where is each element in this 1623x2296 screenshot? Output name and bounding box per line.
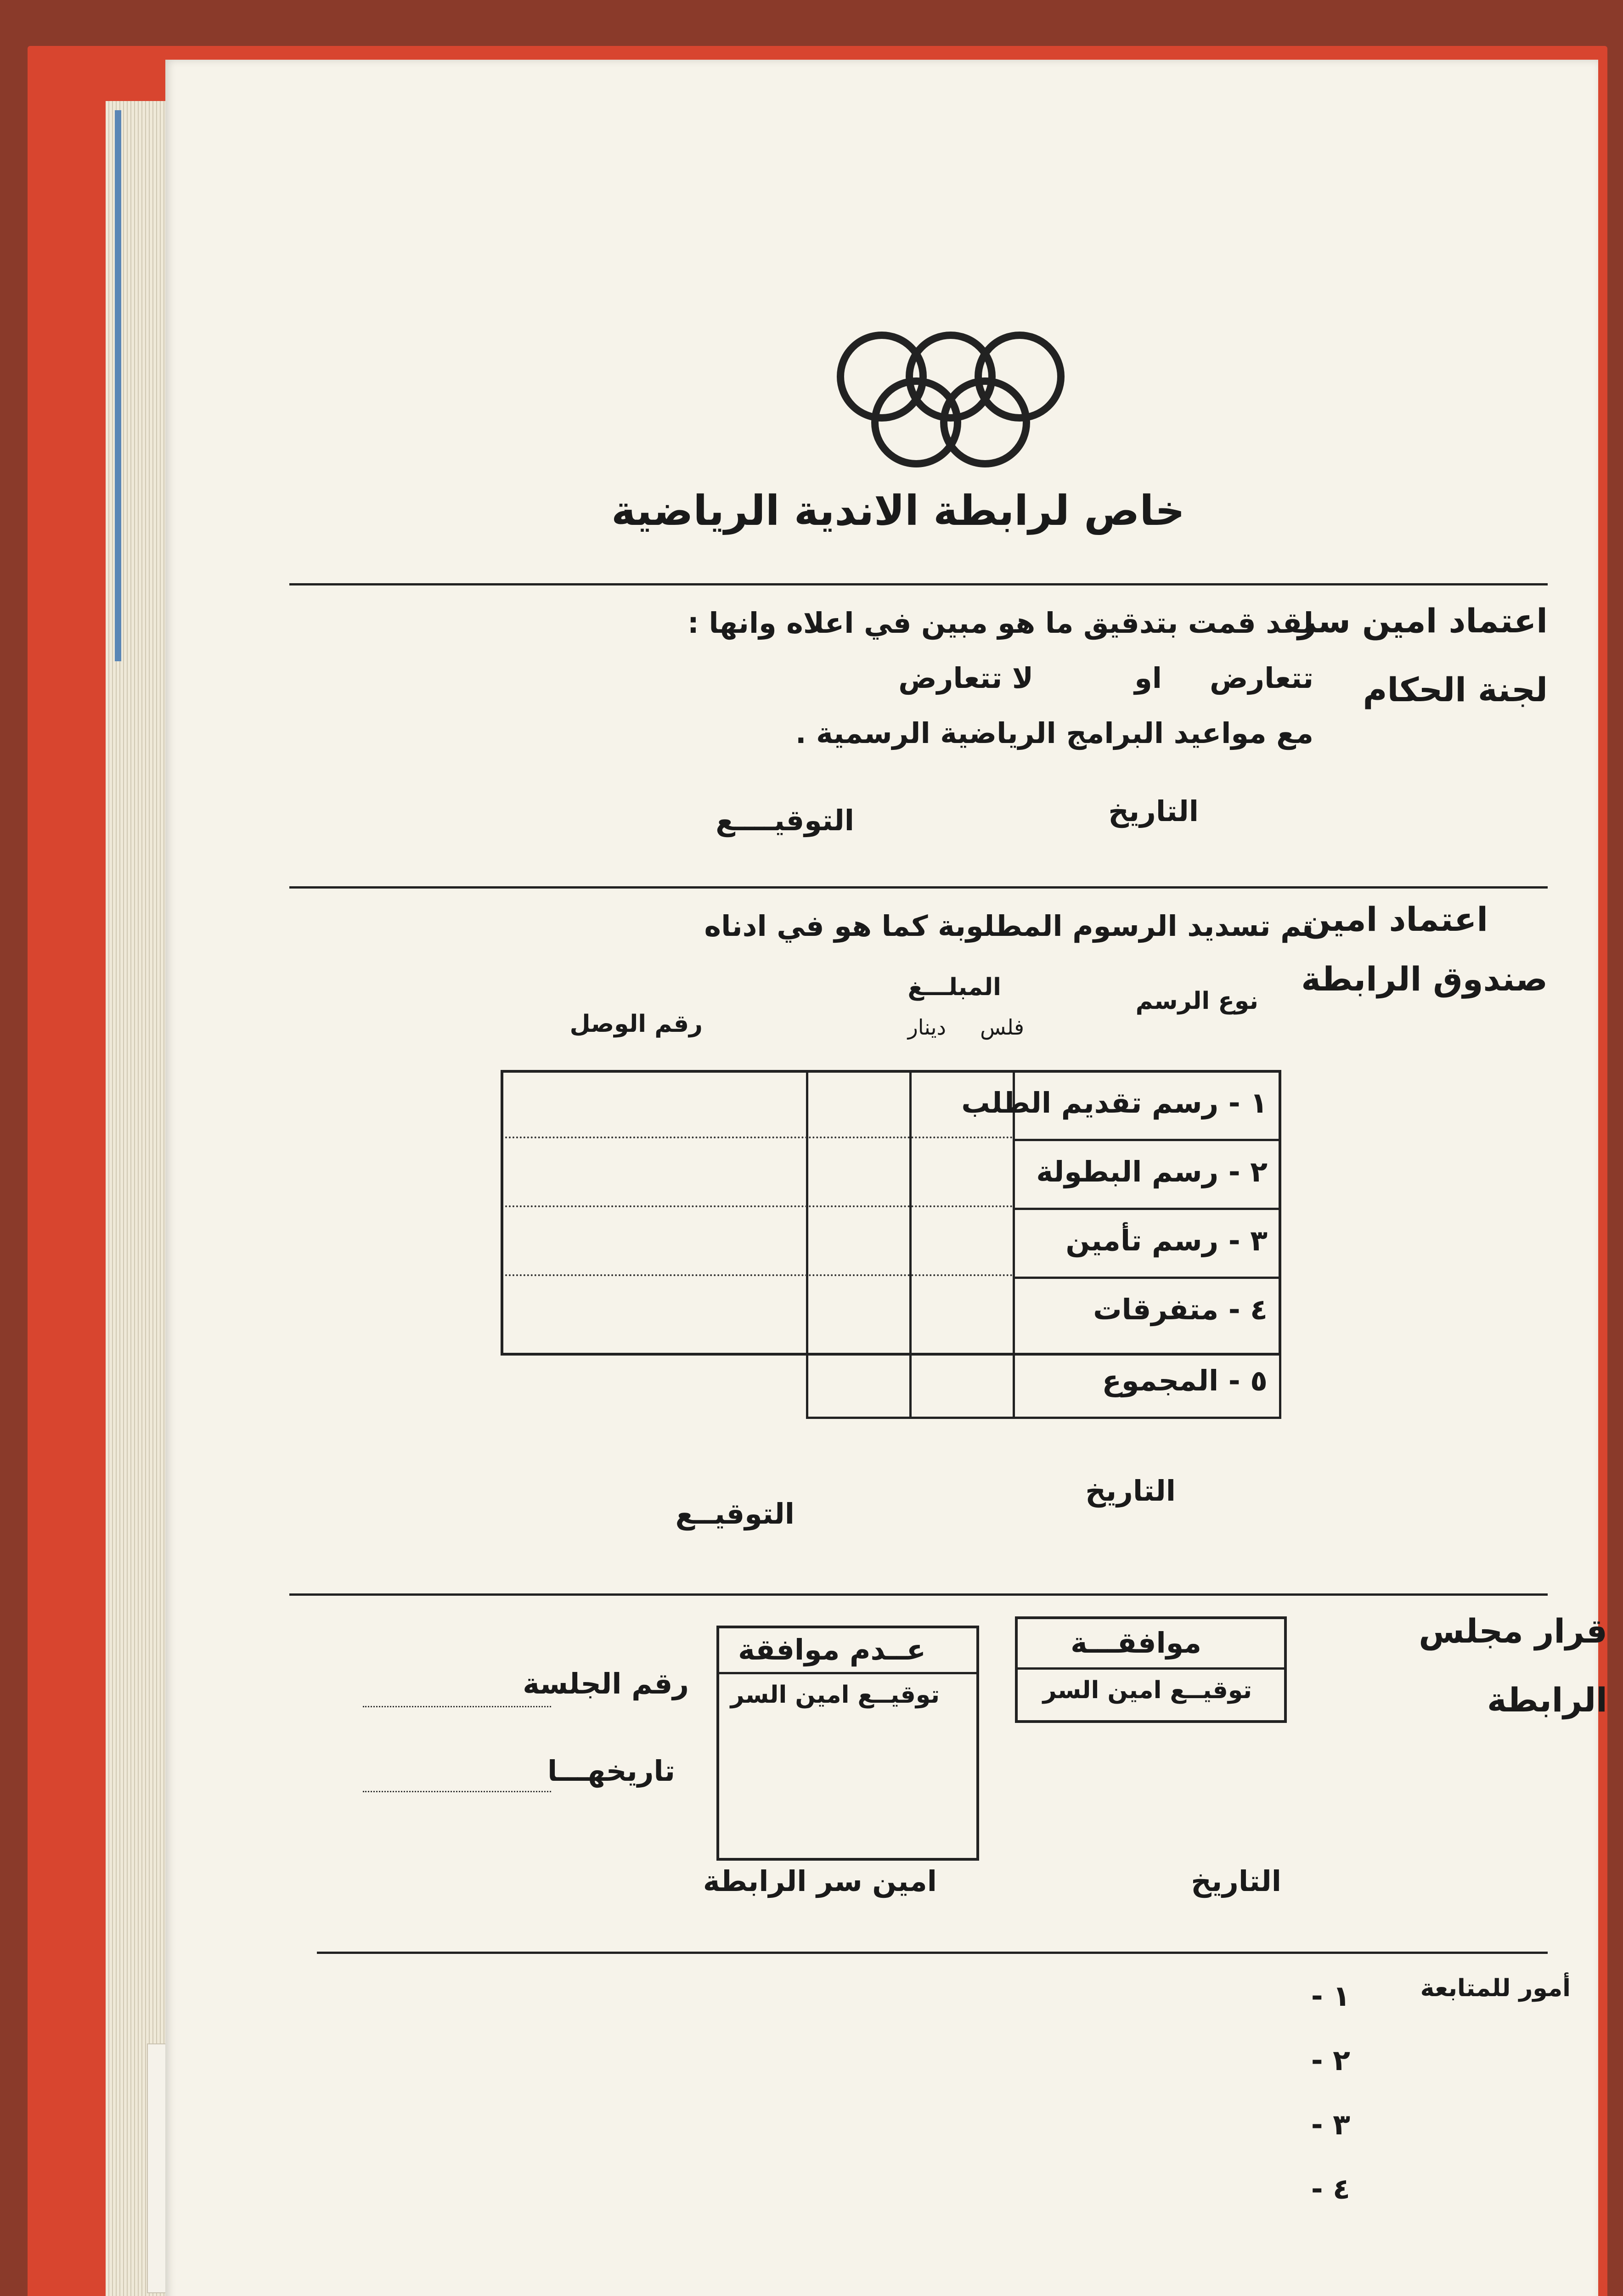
divider-treasurer <box>289 886 1548 889</box>
fees-total-right <box>1279 1345 1281 1419</box>
fee-row-4: ٤ - متفرقات <box>1093 1293 1268 1326</box>
session-date-label: تاريخهـــا <box>547 1754 675 1788</box>
fee-row-3: ٣ - رسم تأمين <box>1065 1224 1268 1257</box>
option-no-conflict: لا تتعارض <box>898 661 1033 695</box>
approve-title: موافقـــة <box>1071 1626 1201 1660</box>
fees-dotted-line-1 <box>505 1137 1013 1138</box>
divider-top <box>289 583 1548 585</box>
followup-item-1: ١ - <box>1311 1979 1350 2013</box>
fees-row-line-3 <box>1013 1277 1279 1279</box>
fees-dotted-line-2 <box>505 1205 1013 1207</box>
session-date-line <box>363 1791 551 1792</box>
col-dinar: دينار <box>907 1015 946 1040</box>
followup-item-3: ٣ - <box>1311 2108 1350 2141</box>
col-receipt: رقم الوصل <box>569 1010 703 1038</box>
fee-row-1: ١ - رسم تقديم الطلب <box>961 1086 1268 1120</box>
col-fee-type: نوع الرسم <box>1135 987 1258 1015</box>
approve-signature: توقيــع امين السر <box>1043 1677 1252 1704</box>
fees-col-divider-1 <box>1013 1070 1015 1419</box>
council-side-label-2: الرابطة <box>1487 1681 1607 1719</box>
council-secretary-label: امين سر الرابطة <box>703 1864 937 1898</box>
treasurer-side-label-2: صندوق الرابطة <box>1301 960 1548 998</box>
council-date-label: التاريخ <box>1191 1864 1281 1898</box>
option-conflict: تتعارض <box>1210 661 1313 695</box>
fees-total-bottom <box>806 1417 1281 1419</box>
reject-box <box>716 1626 979 1861</box>
treasurer-signature-label: التوقيــع <box>675 1497 795 1531</box>
fees-col-divider-3 <box>806 1070 808 1419</box>
followup-item-2: ٢ - <box>1311 2043 1350 2077</box>
fee-row-2: ٢ - رسم البطولة <box>1036 1155 1268 1188</box>
fees-row-line-2 <box>1013 1208 1279 1210</box>
fees-table <box>501 1070 1281 1419</box>
treasurer-date-label: التاريخ <box>1085 1474 1176 1508</box>
option-or: او <box>1134 661 1162 695</box>
followup-item-4: ٤ - <box>1311 2172 1350 2206</box>
divider-followup <box>317 1952 1548 1954</box>
referee-side-label-1: اعتماد امين سر <box>1297 602 1548 640</box>
divider-council <box>289 1593 1548 1596</box>
reject-title: عــدم موافقة <box>738 1633 926 1666</box>
page-title: خاص لرابطة الاندية الرياضية <box>611 487 1185 535</box>
fees-col-divider-2 <box>909 1070 912 1419</box>
referee-intro: لقد قمت بتدقيق ما هو مبين في اعلاه وانها : <box>688 606 1313 640</box>
document-page <box>165 60 1607 2296</box>
reject-box-divider <box>719 1672 976 1674</box>
fee-row-total: ٥ - المجموع <box>1102 1364 1268 1397</box>
session-number-label: رقم الجلسة <box>523 1667 689 1700</box>
referee-side-label-2: لجنة الحكام <box>1363 670 1548 709</box>
blue-page-edge <box>115 110 121 661</box>
treasurer-intro: تم تسديد الرسوم المطلوبة كما هو في ادناه <box>704 909 1313 943</box>
reject-signature: توقيــع امين السر <box>730 1681 940 1709</box>
council-side-label-1: قرار مجلس <box>1419 1612 1607 1650</box>
olympic-rings-logo <box>831 321 1070 514</box>
referee-date-label: التاريخ <box>1108 794 1199 828</box>
session-number-line <box>363 1706 551 1707</box>
with-schedule-text: مع مواعيد البرامج الرياضية الرسمية . <box>795 716 1313 750</box>
treasurer-side-label-1: اعتماد امين <box>1302 900 1488 939</box>
fees-row-line-1 <box>1013 1139 1279 1141</box>
followup-side-label: أمور للمتابعة <box>1420 1975 1571 2002</box>
fees-dotted-line-3 <box>505 1274 1013 1276</box>
referee-signature-label: التوقيــــع <box>716 804 854 837</box>
col-fils: فلس <box>980 1015 1024 1040</box>
approve-box <box>1015 1616 1287 1723</box>
approve-box-divider <box>1018 1667 1284 1670</box>
col-amount: المبلـــغ <box>907 974 1001 1001</box>
